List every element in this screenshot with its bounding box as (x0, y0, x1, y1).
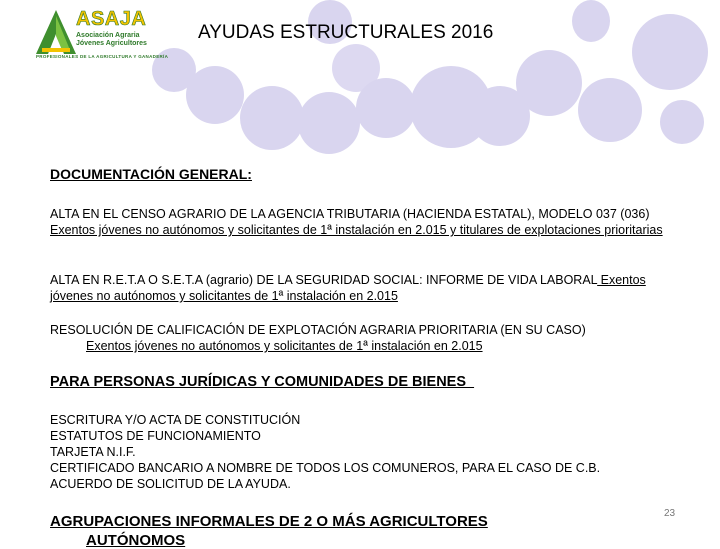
logo-emblem-icon (36, 10, 76, 56)
page-title: AYUDAS ESTRUCTURALES 2016 (198, 22, 494, 43)
logo-subtitle-2: Jóvenes Agricultores (76, 40, 147, 47)
list-item: TARJETA N.I.F. (50, 445, 136, 459)
item-text: RESOLUCIÓN DE CALIFICACIÓN DE EXPLOTACIÓN AGRARIA PRIORITARIA (EN SU CASO) (50, 323, 586, 337)
decor-circle (240, 86, 304, 150)
doc-item-censo (50, 206, 670, 238)
decor-circle (578, 78, 642, 142)
agrupaciones-heading-cont: AUTÓNOMOS (86, 532, 186, 549)
item-exemption: Exentos jóvenes no autónomos y solicitantes de 1ª instalación en 2.015 (50, 273, 646, 303)
logo-name: ASAJA (76, 8, 147, 30)
list-item: ESCRITURA Y/O ACTA DE CONSTITUCIÓN (50, 413, 301, 427)
agrupaciones-heading: AGRUPACIONES INFORMALES DE 2 O MÁS AGRICULTORES (50, 513, 488, 530)
decor-circle (298, 92, 360, 154)
doc-item-reta (50, 272, 670, 304)
doc-item-prioritaria (50, 322, 670, 354)
item-text: ALTA EN EL CENSO AGRARIO DE LA AGENCIA TRIBUTARIA (HACIENDA ESTATAL), MODELO 037 (036) (50, 207, 650, 221)
page-number: 23 (664, 508, 676, 519)
decor-circle (356, 78, 416, 138)
item-exemption: Exentos jóvenes no autónomos y solicitantes de 1ª instalación en 2.015 y titulares de explotaciones prioritarias (50, 223, 663, 237)
item-text: ALTA EN R.E.T.A O S.E.T.A (agrario) DE LA SEGURIDAD SOCIAL: INFORME DE VIDA LABORAL (50, 273, 598, 287)
decor-circle (470, 86, 530, 146)
doc-general-heading: DOCUMENTACIÓN GENERAL: (50, 166, 252, 182)
decor-circle (572, 0, 610, 42)
list-item: ACUERDO DE SOLICITUD DE LA AYUDA. (50, 477, 291, 491)
juridicas-list (50, 412, 670, 492)
decor-circle (660, 100, 704, 144)
juridicas-heading: PARA PERSONAS JURÍDICAS Y COMUNIDADES DE BIENES (50, 374, 475, 390)
list-item: CERTIFICADO BANCARIO A NOMBRE DE TODOS LOS COMUNEROS, PARA EL CASO DE C.B. (50, 461, 601, 475)
item-exemption: Exentos jóvenes no autónomos y solicitantes de 1ª instalación en 2.015 (86, 339, 483, 353)
list-item: ESTATUTOS DE FUNCIONAMIENTO (50, 429, 261, 443)
logo-subtitle-1: Asociación Agraria (76, 32, 140, 39)
logo-tagline: PROFESIONALES DE LA AGRICULTURA Y GANADERÍA (36, 54, 169, 59)
decor-circle (632, 14, 708, 90)
